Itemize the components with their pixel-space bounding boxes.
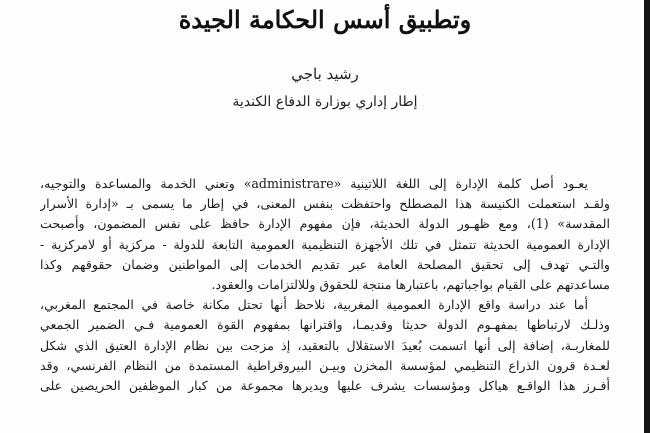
article-title: وتطبيق أسس الحكامة الجيدة [178, 5, 472, 34]
body-line: الإدارة العمومية الحديثة تتمثل في تلك الأجهزة التنظيمية العمومية التابعة للدولة - مركزية أو لامركزية - [40, 236, 610, 252]
body-line: مساعدتهم على القيام بواجباتهم، باعتبارها منتجة للحقوق وللالتزامات والعقود. [211, 277, 610, 293]
body-line: يعـود أصل كلمة الإدارة إلى اللغة اللاتينية «administrare» وتعني الخدمة والمساعدة والتوجيه، [40, 176, 588, 191]
body-line: لعـدة قرون الذراع التنظيمي لمؤسسة المخزن وبيـن البيروقراطية المستمدة من النظام الفرنسي، وقد [40, 357, 610, 373]
body-line: أفـرز هذا الواقـع هياكل ومؤسسات يشرف عليها ويديرها مجموعة من كبار الموظفين الحريصين على [40, 378, 610, 394]
body-line: المقدسة» (1)، ومع ظهـور الدولة الحديثة، فإن مفهوم الإدارة حافظ على نفس المضمون، وأصبحت [40, 216, 610, 232]
body-line: والتـي تهدف إلى تحقيق المصلحة العامة عبر تقديم الخدمات إلى المواطنين وضمان حقوقهم وكذا [40, 256, 610, 272]
body-line: للمغاربـة، إضافة إلى أنها اتسمت بُعيدَ الاستقلال بالتعقيد، إذ مزجت بين نظام الإدارة العتيق الذي شكل [40, 337, 610, 353]
author-name: رشيد باجي [291, 65, 359, 83]
author-affiliation: إطار إداري بوزارة الدفاع الكندية [232, 94, 418, 110]
body-line: أما عند دراسة واقع الإدارة العمومية المغربية، نلاحظ أنها تحتل مكانة خاصة في المجتمع المغربي، [40, 297, 588, 313]
article-body [40, 174, 610, 433]
body-line: ولقـد استعملت الكنيسة هذا المصطلح واحتفظت بنفس المعنى، في إطار ما يسمى بـ «إدارة الأسرار [40, 196, 610, 212]
body-line: وذلـك لارتباطها بمفهـوم الدولة حديثا وقديمـا، واقترانها بمفهوم القوة العمومية فـي الضمير الجمعي [40, 317, 610, 333]
scan-edge-border [644, 0, 650, 433]
